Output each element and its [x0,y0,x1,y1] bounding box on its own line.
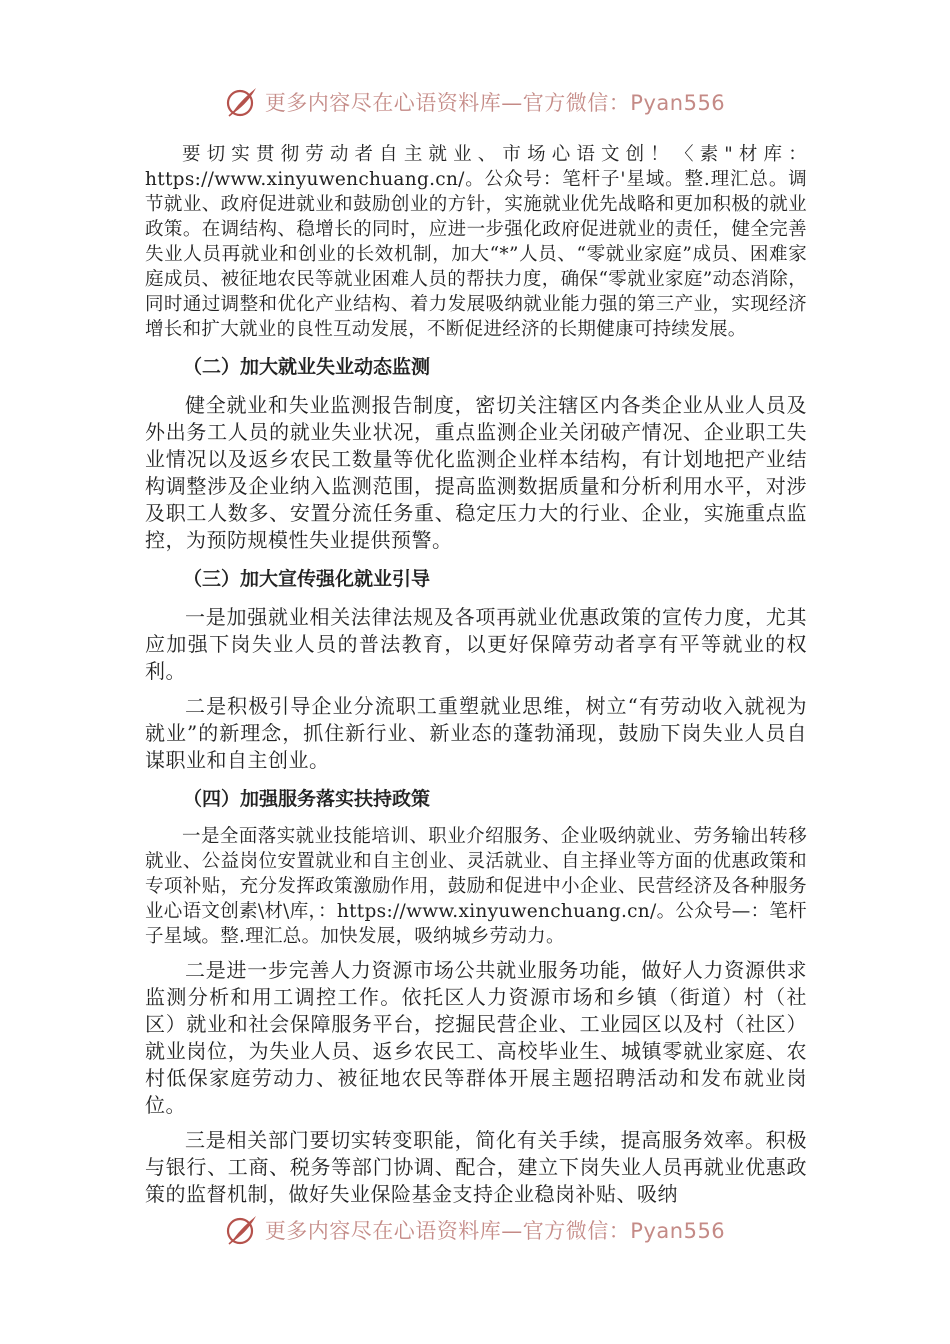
paragraph-service-1: 一是全面落实就业技能培训、职业介绍服务、企业吸纳就业、劳务输出转移就业、公益岗位安置就业和自主创业、灵活就业、自主择业等方面的优惠政策和专项补贴，充分发挥政策激励作用，鼓励和促进中小企业、民营经济及各种服务业心语文创素\材\库，：https://www.xinyuwenchuang.cn/。公众号—：笔杆子星域。整.理汇总。加快发展，吸纳城乡劳动力。 [145,826,807,947]
paragraph-monitoring: 健全就业和失业监测报告制度，密切关注辖区内各类企业从业人员及外出务工人员的就业失业状况，重点监测企业关闭破产情况、企业职工失业情况以及返乡农民工数量等优化监测企业样本结构，有计划地把产业结构调整涉及企业纳入监测范围，提高监测数据质量和分析利用水平，对涉及职工人数多、安置分流任务重、稳定压力大的行业、企业，实施重点监控，为预防规模性失业提供预警。 [145,393,807,552]
paragraph-service-3: 三是相关部门要切实转变职能，简化有关手续，提高服务效率。积极与银行、工商、税务等部门协调、配合，建立下岗失业人员再就业优惠政策的监督机制，做好失业保险基金支持企业稳岗补贴、吸纳 [145,1128,807,1206]
header-banner [0,82,950,122]
footer-banner [0,1210,950,1250]
quill-logo-icon [225,1213,259,1247]
paragraph-intro: 要切实贯彻劳动者自主就业、市场心语文创！〈素"材库：https://www.xinyuwenchuang.cn/。公众号：笔杆子'星域。整.理汇总。调节就业、政府促进就业和鼓励创业的方针，实施就业优先战略和更加积极的就业政策。在调结构、稳增长的同时，应进一步强化政府促进就业的责任，健全完善失业人员再就业和创业的长效机制，加大“*”人员、“零就业家庭”成员、困难家庭成员、被征地农民等就业困难人员的帮扶力度，确保“零就业家庭”动态消除，同时通过调整和优化产业结构、着力发展吸纳就业能力强的第三产业，实现经济增长和扩大就业的良性互动发展，不断促进经济的长期健康可持续发展。 [145,144,807,340]
paragraph-publicity-2: 二是积极引导企业分流职工重塑就业思维，树立“有劳动收入就视为就业”的新理念，抓住新行业、新业态的蓬勃涌现，鼓励下岗失业人员自谋职业和自主创业。 [145,694,807,772]
section-heading-3: （三）加大宣传强化就业引导 [183,568,431,590]
document-body [145,142,807,1208]
paragraph-service-2: 二是进一步完善人力资源市场公共就业服务功能，做好人力资源供求监测分析和用工调控工作。依托区人力资源市场和乡镇（街道）村（社区）就业和社会保障服务平台，挖掘民营企业、工业园区以及村（社区）就业岗位，为失业人员、返乡农民工、高校毕业生、城镇零就业家庭、农村低保家庭劳动力、被征地农民等群体开展主题招聘活动和发布就业岗位。 [145,958,807,1117]
section-heading-2: （二）加大就业失业动态监测 [183,356,431,378]
section-heading-4: （四）加强服务落实扶持政策 [183,788,431,810]
quill-logo-icon [225,85,259,119]
banner-text: 更多内容尽在心语资料库—官方微信：Pyan556 [264,91,726,115]
paragraph-publicity-1: 一是加强就业相关法律法规及各项再就业优惠政策的宣传力度，尤其应加强下岗失业人员的普法教育，以更好保障劳动者享有平等就业的权利。 [145,605,807,683]
banner-text: 更多内容尽在心语资料库—官方微信：Pyan556 [264,1219,726,1243]
